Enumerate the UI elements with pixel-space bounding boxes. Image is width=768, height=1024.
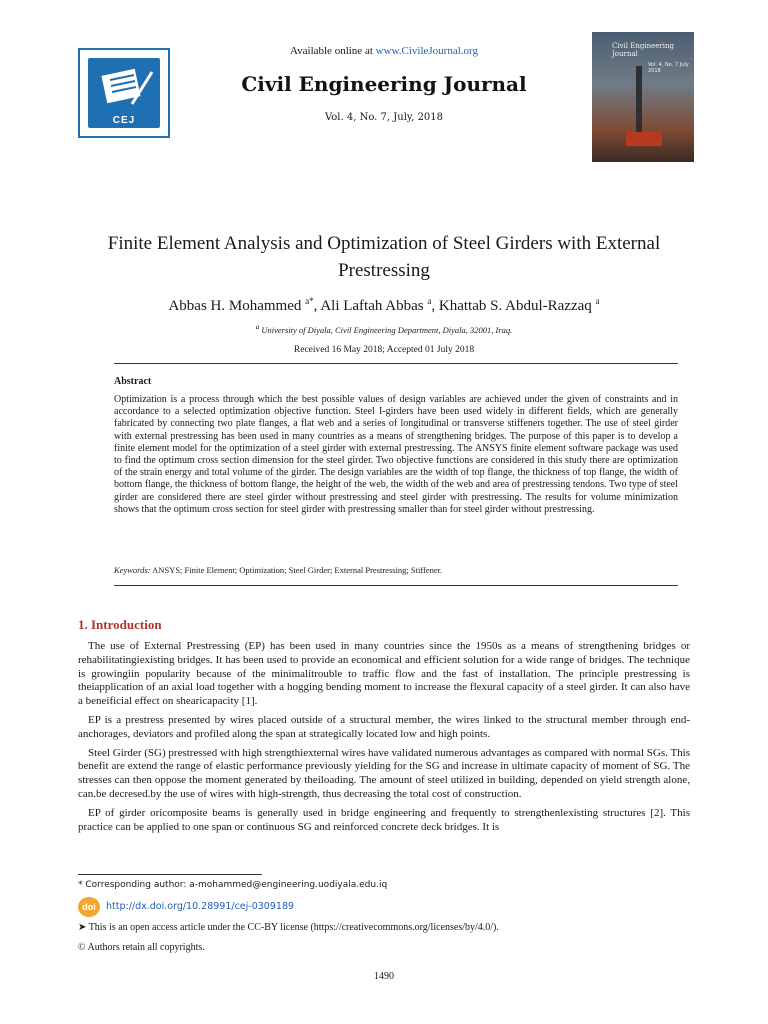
paragraph: Steel Girder (SG) prestressed with high strengthiexternal wires have validated numerous advantages as compared with normal SGs. This benefit are extend the range of elastic performance previously yielding for the SG and increase in ultimate capacity of moment of SG. The stresses can then oppose the moment generated by theiloading. The amount of steel utilized in building, depended on yield strength alone, can.be decresed.by the use of wires with high-strength, thus decreasing the total cost of construction. (78, 746, 690, 800)
abstract-text: Optimization is a process through which the best possible values of design variables are achieved under the given of constraints and in accordance to a selected optimization objective function. Steel I-girders have been used widely in different fields, which are generally fabricated by connecting two plate flanges, a flat web and a series of longitudinal or transverse stiffeners together. The use of steel girder with external prestressing has been used in many countries as a means of strengthening bridges. The purpose of this paper is to develop a finite element model for the optimization of a steel girder with external prestressing. The ANSYS finite element software package was used to find the optimum cross section dimension for the steel girder. Two objective functions are considered in this study there are optimization of the strain energy and total volume of the girder. The design variables are the width of top flange, the thickness of top flange, the width of bottom flange, the thickness of bottom flange, the height of the web, the width of the web and area of prestressing tendons. Two type of steel girder are considered there are steel girder without prestressing and steel girder with prestressing. The results for volume minimization shows that the optimum cross section for steel girder with prestressing smaller than for steel girder without prestressing. (114, 394, 678, 515)
affiliation (0, 323, 768, 335)
author-name: Abbas H. Mohammed (168, 298, 302, 314)
section-heading-introduction: 1. Introduction (78, 617, 162, 632)
author-name: Ali Laftah Abbas (320, 298, 424, 314)
paper-title: Finite Element Analysis and Optimization of Steel Girders with External Prestressing (107, 233, 661, 281)
cover-drill-rig (626, 132, 662, 146)
logo-label: CEJ (112, 115, 136, 126)
author-superscript: a (427, 296, 432, 306)
footnote-rule (78, 874, 262, 875)
author-superscript: a (595, 296, 600, 306)
doi-link[interactable]: http://dx.doi.org/10.28991/cej-0309189 (106, 901, 295, 912)
license-note: ➤ This is an open access article under the CC-BY license (https://creativecommons.org/licenses/by/4.0/). (78, 922, 499, 933)
paragraph: EP is a prestress presented by wires placed outside of a structural member, the wires linked to the structural member through end-anchorages, deviators and profiled along the span at strategically located low and high points. (78, 713, 690, 740)
copyright-note: © Authors retain all copyrights. (78, 942, 205, 953)
journal-title: Civil Engineering Journal (241, 72, 527, 96)
abstract-bottom-rule (114, 585, 678, 586)
affiliation-text: University of Diyala, Civil Engineering Department, Diyala, 32001, Iraq. (261, 324, 513, 335)
volume-info: Vol. 4, No. 7, July, 2018 (324, 112, 444, 123)
corresponding-author: * Corresponding author: a-mohammed@engineering.uodiyala.edu.iq (78, 880, 388, 890)
paragraph: The use of External Prestressing (EP) has been used in many countries since the 1950s as a means of strengthening bridges or rehabilitatingiexisting bridges. It has been used to provide an economical and efficient solution for a wide range of bridges. The technique is growingiin popularity because of the minimalitrouble to traffic flow and the fast of installation. The principle prestressing is theiapplication of an axial load together with a hogging bending moment to increase the flexural capacity of a steel girder. It can also have a beneificial effect on shearicapacity [1]. (78, 640, 690, 708)
abstract-top-rule (114, 363, 678, 364)
keywords (114, 565, 678, 575)
availability-prefix: Available online at (290, 45, 376, 57)
author-list: Abbas H. Mohammed $^{a*}$, Ali Laftah Abbas $^a$, Khattab S. Abdul-Razzaq $^a$ (168, 296, 600, 314)
author-superscript: a* (305, 296, 314, 306)
keywords-label: Keywords: (114, 565, 151, 575)
author-name: Khattab S. Abdul-Razzaq (438, 298, 592, 314)
cover-volume: Vol. 4, No. 7 July 2018 (648, 62, 689, 74)
introduction-body (78, 640, 690, 834)
affiliation-superscript: a (255, 323, 260, 331)
paragraph: EP of girder oricomposite beams is generally used in bridge engineering and frequently to strengthenlexisting structures [2]. This practice can be applied to one span or continuous SG and reinforced concrete deck bridges. It is (78, 806, 690, 833)
journal-website-link[interactable]: www.CivileJournal.org (375, 45, 478, 57)
cover-title: Civil Engineering Journal (612, 42, 674, 58)
received-dates: Received 16 May 2018; Accepted 01 July 2018 (293, 345, 475, 355)
doi-icon: doi (78, 897, 100, 917)
journal-cover-image (592, 32, 694, 162)
keywords-list: ANSYS; Finite Element; Optimization; Steel Girder; External Prestressing; Stiffener. (152, 565, 443, 575)
abstract-heading: Abstract (114, 376, 152, 387)
page-number: 1490 (374, 971, 394, 982)
cover-drill-mast (636, 66, 642, 142)
